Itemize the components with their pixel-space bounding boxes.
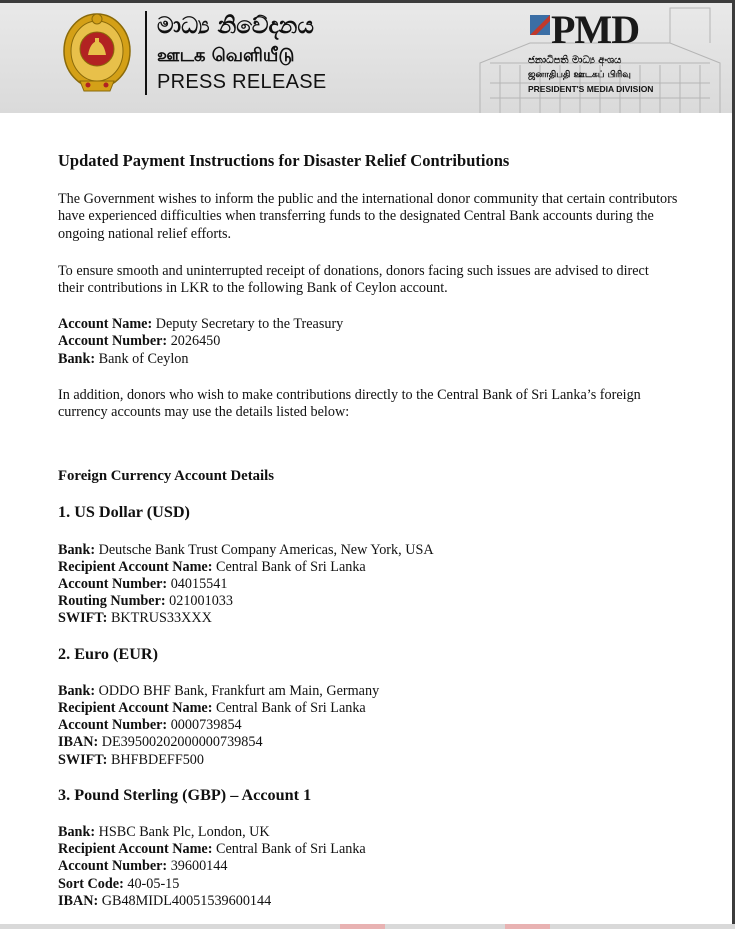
eur-account-number: Account Number: 0000739854 [58, 717, 242, 734]
usd-account-number: Account Number: 04015541 [58, 576, 228, 593]
lkr-account-details [58, 316, 678, 368]
usd-swift: SWIFT: BKTRUS33XXX [58, 610, 212, 627]
pmd-name-english: PRESIDENT'S MEDIA DIVISION [528, 84, 654, 94]
foreign-currency-paragraph: In addition, donors who wish to make contributions directly to the Central Bank of Sri Lanka’s foreign currency accounts may use the details listed below: [58, 386, 641, 421]
title-english: PRESS RELEASE [157, 71, 327, 93]
gbp-recipient: Recipient Account Name: Central Bank of Sri Lanka [58, 841, 366, 858]
gbp-account-number: Account Number: 39600144 [58, 858, 228, 875]
usd-account-details [58, 542, 678, 628]
eur-bank: Bank: ODDO BHF Bank, Frankfurt am Main, Germany [58, 682, 380, 699]
section-title: Foreign Currency Account Details [58, 468, 275, 485]
lkr-instruction-paragraph: To ensure smooth and uninterrupted receipt of donations, donors facing such issues are advised to direct their contributions in LKR to the following Bank of Ceylon account. [58, 262, 649, 297]
gbp-bank: Bank: HSBC Bank Plc, London, UK [58, 824, 270, 841]
gbp-sort-code: Sort Code: 40-05-15 [58, 875, 180, 892]
page-bottom-edge [0, 924, 735, 929]
document-body [58, 152, 678, 928]
pmd-logo-slash-icon [530, 15, 550, 35]
bottom-marker [340, 924, 385, 929]
usd-routing-number: Routing Number: 021001033 [58, 593, 233, 610]
lkr-bank: Bank: Bank of Ceylon [58, 350, 189, 367]
eur-recipient: Recipient Account Name: Central Bank of Sri Lanka [58, 700, 366, 717]
gbp-heading: 3. Pound Sterling (GBP) – Account 1 [58, 785, 312, 804]
eur-heading: 2. Euro (EUR) [58, 644, 158, 663]
pmd-name-tamil: ஜனாதிபதி ஊடகப் பிரிவு [528, 70, 631, 80]
usd-bank: Bank: Deutsche Bank Trust Company Americas, New York, USA [58, 541, 434, 558]
pmd-logo-text: PMD [551, 7, 640, 52]
gbp-account-details [58, 824, 678, 910]
header-divider [145, 11, 147, 95]
eur-account-details [58, 683, 678, 769]
eur-swift: SWIFT: BHFBDEFF500 [58, 751, 204, 768]
usd-heading: 1. US Dollar (USD) [58, 503, 190, 522]
usd-recipient: Recipient Account Name: Central Bank of Sri Lanka [58, 558, 366, 575]
lkr-account-name: Account Name: Deputy Secretary to the Treasury [58, 316, 344, 333]
pmd-name-sinhala: ජනාධිපති මාධ්‍ය අංශය [528, 55, 622, 66]
lkr-account-number: Account Number: 2026450 [58, 333, 221, 350]
title-sinhala: මාධ්‍ය නිවේදනය [157, 13, 314, 39]
title-tamil: ஊடக வெளியீடு [157, 45, 295, 66]
gbp-iban: IBAN: GB48MIDL40051539600144 [58, 892, 272, 909]
press-release-header [0, 3, 732, 113]
document-title: Updated Payment Instructions for Disaster Relief Contributions [58, 151, 510, 170]
bottom-marker [505, 924, 550, 929]
sri-lanka-emblem-icon [60, 11, 134, 97]
eur-iban: IBAN: DE39500202000000739854 [58, 734, 263, 751]
intro-paragraph: The Government wishes to inform the public and the international donor community that certain contributors have experienced difficulties when transferring funds to the designated Central Bank accounts during the ongoing national relief efforts. [58, 191, 678, 242]
